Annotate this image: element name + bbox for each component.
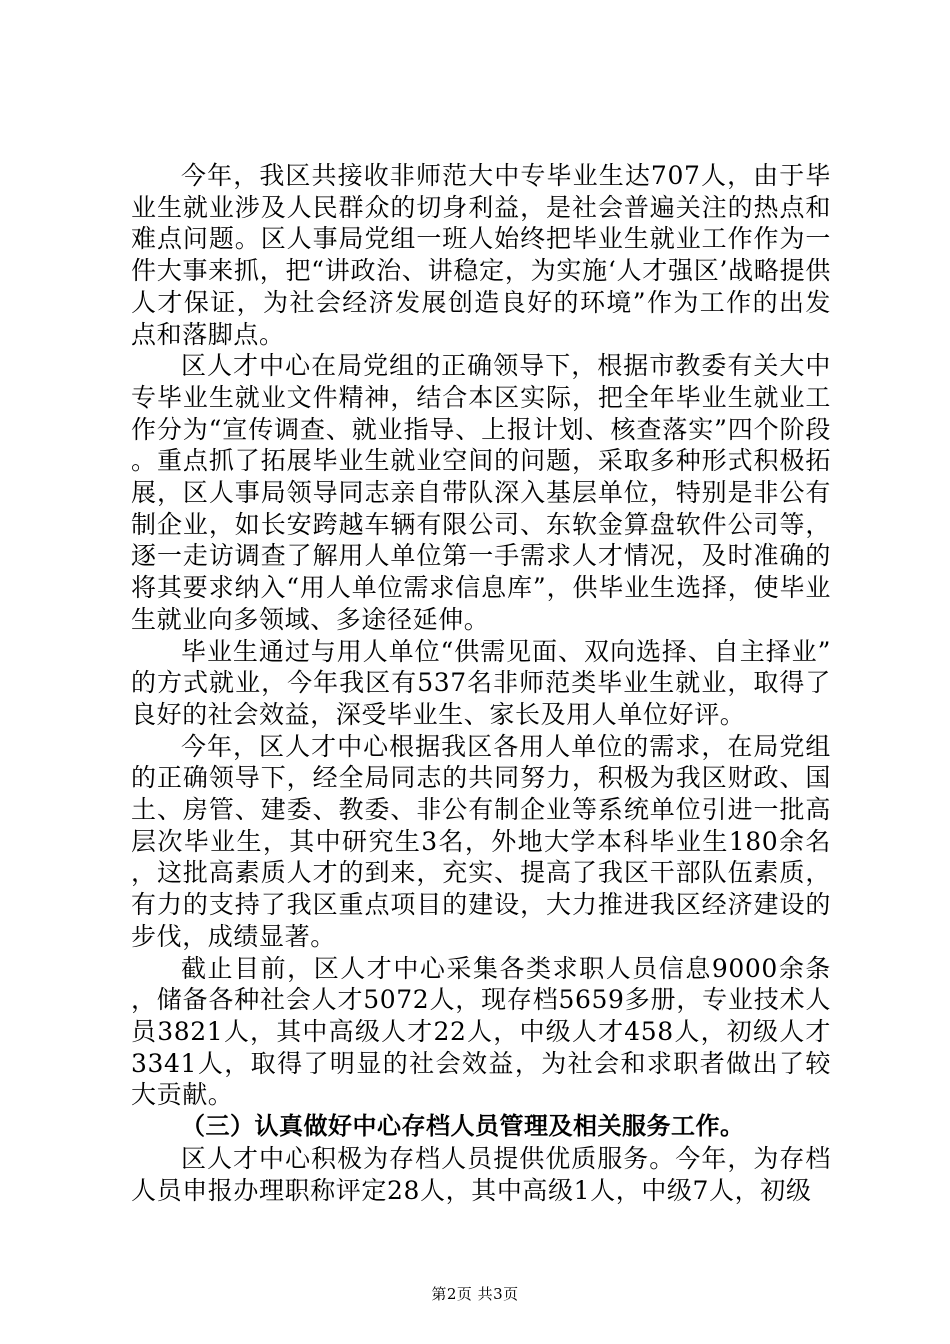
paragraph-3: 毕业生通过与用人单位“供需见面、双向选择、自主择业”的方式就业，今年我区有537名非师范类毕业生就业，取得了良好的社会效益，深受毕业生、家长及用人单位好评。: [131, 636, 831, 729]
paragraph-4: 今年，区人才中心根据我区各用人单位的需求，在局党组的正确领导下，经全局同志的共同努力，积极为我区财政、国土、房管、建委、教委、非公有制企业等系统单位引进一批高层次毕业生，其中研究生3名，外地大学本科毕业生180余名，这批高素质人才的到来，充实、提高了我区干部队伍素质，有力的支持了我区重点项目的建设，大力推进我区经济建设的步伐，成绩显著。: [131, 731, 831, 951]
paragraph-1: 今年，我区共接收非师范大中专毕业生达707人，由于毕业生就业涉及人民群众的切身利益，是社会普遍关注的热点和难点问题。区人事局党组一班人始终把毕业生就业工作作为一件大事来抓，把“讲政治、讲稳定，为实施‘人才强区’战略提供人才保证，为社会经济发展创造良好的环境”作为工作的出发点和落脚点。: [131, 161, 831, 349]
page-number-footer: 第2页 共3页: [431, 1285, 519, 1303]
section-heading: （三）认真做好中心存档人员管理及相关服务工作。: [181, 1112, 745, 1141]
paragraph-5: 截止目前，区人才中心采集各类求职人员信息9000余条，储备各种社会人才5072人，现存档5659多册，专业技术人员3821人，其中高级人才22人，中级人才458人，初级人才3341人，取得了明显的社会效益，为社会和求职者做出了较大贡献。: [131, 953, 831, 1110]
paragraph-6: 区人才中心积极为存档人员提供优质服务。今年，为存档人员申报办理职称评定28人，其中高级1人，中级7人，初级: [131, 1143, 831, 1205]
document-body: [131, 160, 831, 1206]
paragraph-2: 区人才中心在局党组的正确领导下，根据市教委有关大中专毕业生就业文件精神，结合本区实际，把全年毕业生就业工作分为“宣传调查、就业指导、上报计划、核查落实”四个阶段。重点抓了拓展毕业生就业空间的问题，采取多种形式积极拓展，区人事局领导同志亲自带队深入基层单位，特别是非公有制企业，如长安跨越车辆有限公司、东软金算盘软件公司等，逐一走访调查了解用人单位第一手需求人才情况，及时准确的将其要求纳入“用人单位需求信息库”，供毕业生选择，使毕业生就业向多领域、多途径延伸。: [131, 351, 831, 634]
